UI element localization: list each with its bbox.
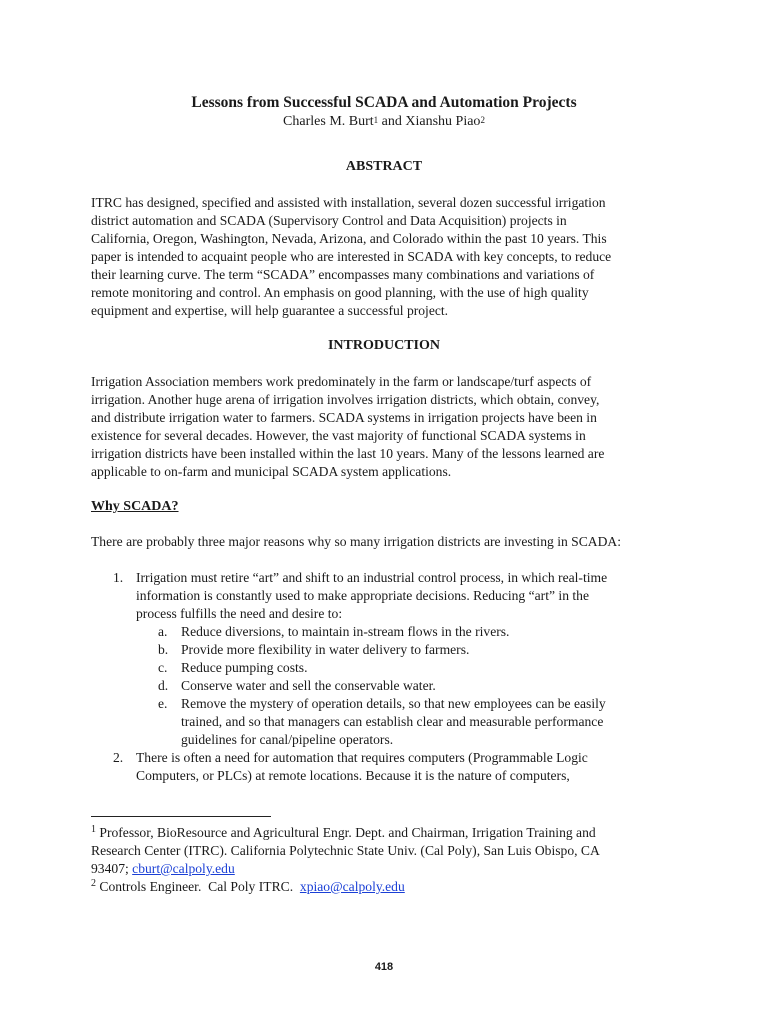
author-2: Xianshu Piao [405, 114, 481, 129]
list-item-line: information is constantly used to make appropriate decisions. Reducing “art” in the [136, 588, 590, 603]
author-connector: and [378, 114, 406, 129]
footnote-1-line: Professor, BioResource and Agricultural Engr. Dept. and Chairman, Irrigation Training and [96, 825, 596, 840]
abstract-line: remote monitoring and control. An emphasis on good planning, with the use of high quality [91, 285, 589, 300]
sub-list-item [0, 659, 768, 677]
sub-list-marker: c. [158, 660, 168, 675]
sub-list-text: Reduce diversions, to maintain in-stream flows in the rivers. [181, 624, 510, 639]
list-item-line: Irrigation must retire “art” and shift to an industrial control process, in which real-time [136, 570, 608, 585]
sub-list-item [0, 623, 768, 641]
footnote-1-line: Research Center (ITRC). California Polytechnic State Univ. (Cal Poly), San Luis Obispo, CA [91, 843, 600, 858]
footnote-2-marker: 2 [91, 878, 96, 889]
abstract-line: California, Oregon, Washington, Nevada, Arizona, and Colorado within the past 10 years. This [91, 231, 607, 246]
introduction-line: and distribute irrigation water to farmers. SCADA systems in irrigation projects have been in [91, 410, 597, 425]
list-item-number: 1. [113, 570, 124, 585]
introduction-heading: INTRODUCTION [327, 338, 440, 353]
footnote-1-marker: 1 [91, 824, 96, 835]
email-link-cburt[interactable]: cburt@calpoly.edu [132, 861, 235, 876]
list-item-text [136, 749, 696, 785]
list-item [0, 569, 768, 623]
why-scada-heading: Why SCADA? [91, 499, 179, 514]
why-scada-intro: There are probably three major reasons why so many irrigation districts are investing in SCADA: [91, 534, 622, 549]
introduction-paragraph [91, 373, 691, 481]
list-item-line: Computers, or PLCs) at remote locations. Because it is the nature of computers, [136, 768, 570, 783]
introduction-line: irrigation districts have been installed within the last 10 years. Many of the lessons learned are [91, 446, 605, 461]
sub-list-item [0, 677, 768, 695]
list-item-text [136, 569, 696, 623]
introduction-line: irrigation. Another huge arena of irrigation involves irrigation districts, which obtain, convey, [91, 392, 600, 407]
list-item [0, 749, 768, 785]
introduction-line: applicable to on-farm and municipal SCADA system applications. [91, 464, 452, 479]
page-number: 418 [374, 961, 394, 973]
footnote-2-text: Controls Engineer. Cal Poly ITRC. [96, 879, 300, 894]
sub-list-text: Reduce pumping costs. [181, 660, 308, 675]
sub-list-text: Conserve water and sell the conservable water. [181, 678, 436, 693]
author-1: Charles M. Burt [283, 114, 374, 129]
sub-list-text [181, 695, 691, 749]
author-line [0, 113, 768, 131]
sub-list-marker: d. [158, 678, 169, 693]
sub-list-line: trained, and so that managers can establish clear and measurable performance [181, 714, 604, 729]
email-link-xpiao[interactable]: xpiao@calpoly.edu [299, 879, 405, 894]
abstract-line: ITRC has designed, specified and assisted with installation, several dozen successful irrigation [91, 195, 606, 210]
abstract-heading: ABSTRACT [345, 159, 423, 174]
sub-list-item [0, 641, 768, 659]
footnote-1 [91, 824, 691, 878]
footnote-separator [91, 816, 271, 817]
author-2-footnote-marker: 2 [480, 115, 485, 125]
sub-list-line: Remove the mystery of operation details, so that new employees can be easily [181, 696, 606, 711]
sub-list-marker: a. [158, 624, 168, 639]
list-item-number: 2. [113, 750, 124, 765]
abstract-line: paper is intended to acquaint people who are interested in SCADA with key concepts, to reduce [91, 249, 612, 264]
introduction-line: Irrigation Association members work predominately in the farm or landscape/turf aspects of [91, 374, 592, 389]
abstract-line: district automation and SCADA (Supervisory Control and Data Acquisition) projects in [91, 213, 567, 228]
list-item-line: process fulfills the need and desire to: [136, 606, 343, 621]
paper-title: Lessons from Successful SCADA and Automation Projects [191, 94, 577, 111]
sub-list-marker: b. [158, 642, 169, 657]
introduction-line: existence for several decades. However, the vast majority of functional SCADA systems in [91, 428, 586, 443]
list-item-line: There is often a need for automation that requires computers (Programmable Logic [136, 750, 588, 765]
sub-list-marker: e. [158, 696, 168, 711]
sub-list-text: Provide more flexibility in water delivery to farmers. [181, 642, 470, 657]
author-1-footnote-marker: 1 [373, 115, 379, 125]
abstract-line: equipment and expertise, will help guarantee a successful project. [91, 303, 449, 318]
abstract-paragraph [91, 194, 691, 320]
footnote-1-address: 93407; [91, 861, 133, 876]
footnote-2 [91, 878, 691, 896]
sub-list-line: guidelines for canal/pipeline operators. [181, 732, 394, 747]
sub-list-item [0, 695, 768, 749]
abstract-line: their learning curve. The term “SCADA” encompasses many combinations and variations of [91, 267, 595, 282]
